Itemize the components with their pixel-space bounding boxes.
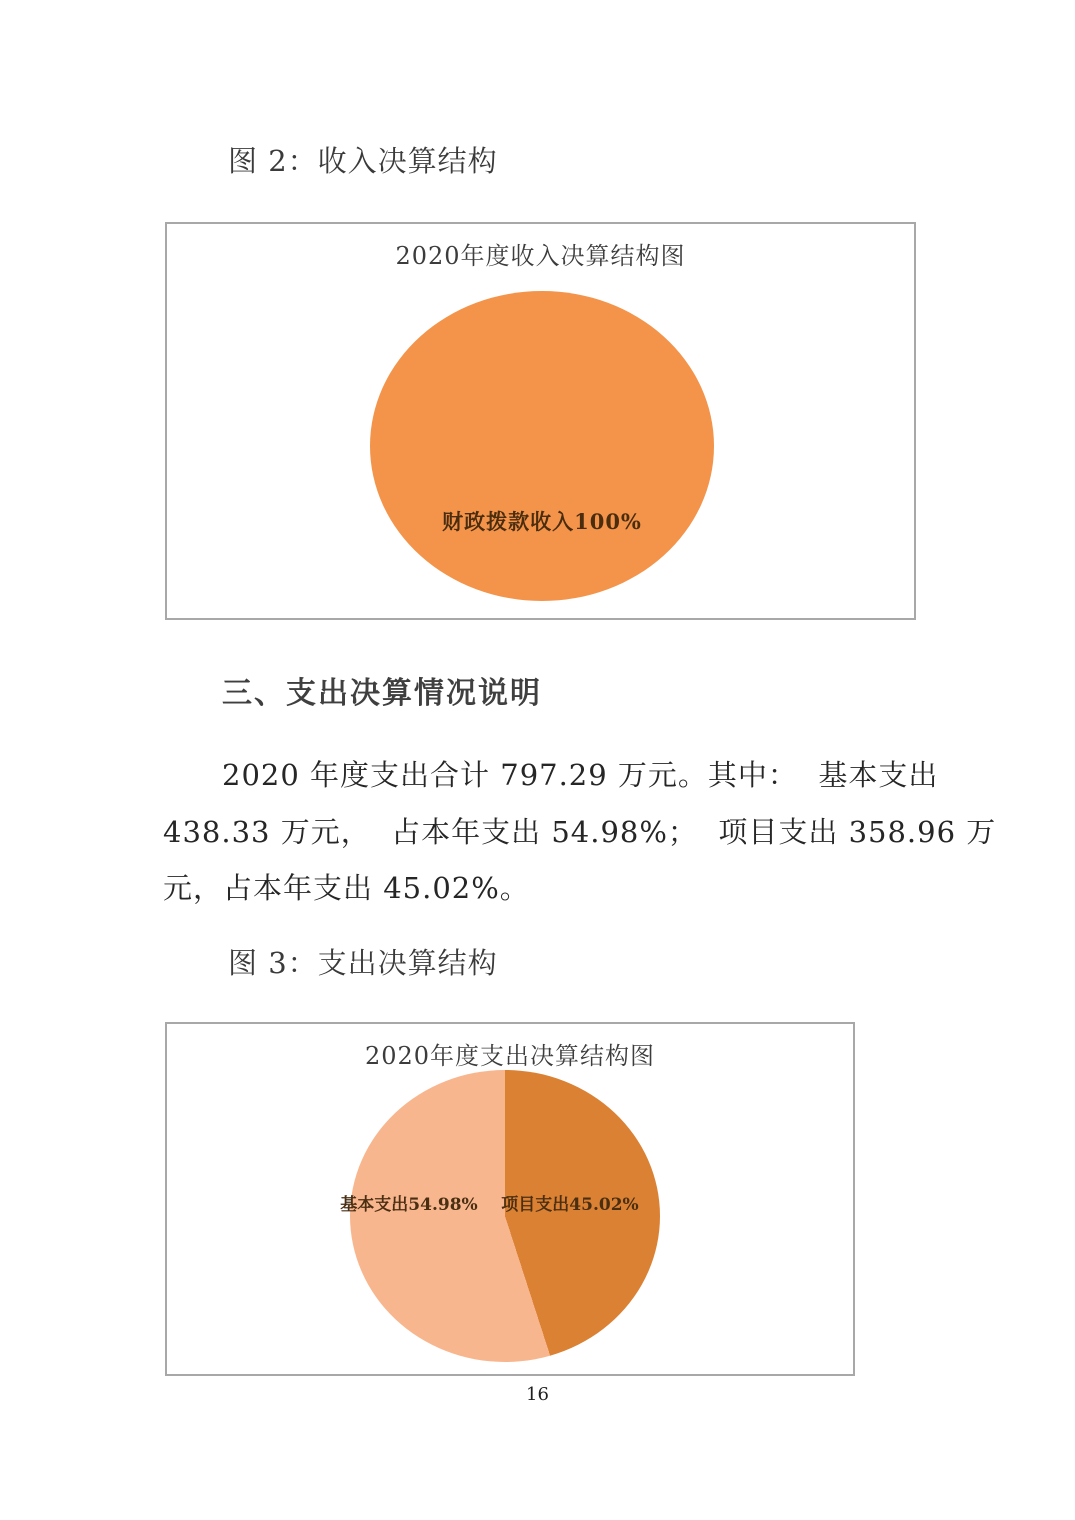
expenditure-chart-frame xyxy=(165,1022,855,1376)
figure3-caption: 图 3：支出决算结构 xyxy=(228,946,498,980)
paragraph-line-3: 元，占本年支出 45.02%。 xyxy=(163,871,530,905)
revenue-chart-title: 2020年度收入决算结构图 xyxy=(395,242,686,270)
page-number: 16 xyxy=(526,1384,549,1405)
paragraph-line-2: 438.33 万元， 占本年支出 54.98%； 项目支出 358.96 万 xyxy=(163,815,997,849)
expenditure-pie-label-project: 项目支出45.02% xyxy=(501,1195,639,1215)
expenditure-chart-title: 2020年度支出决算结构图 xyxy=(364,1042,656,1070)
section3-heading: 三、支出决算情况说明 xyxy=(222,677,542,710)
revenue-pie xyxy=(370,291,714,601)
expenditure-pie-label-basic: 基本支出54.98% xyxy=(340,1195,478,1215)
revenue-chart-frame xyxy=(165,222,916,620)
revenue-pie-label: 财政拨款收入100% xyxy=(442,509,642,534)
expenditure-pie xyxy=(350,1070,660,1362)
paragraph-line-1: 2020 年度支出合计 797.29 万元。其中： 基本支出 xyxy=(222,758,939,792)
figure2-caption: 图 2：收入决算结构 xyxy=(228,144,498,178)
